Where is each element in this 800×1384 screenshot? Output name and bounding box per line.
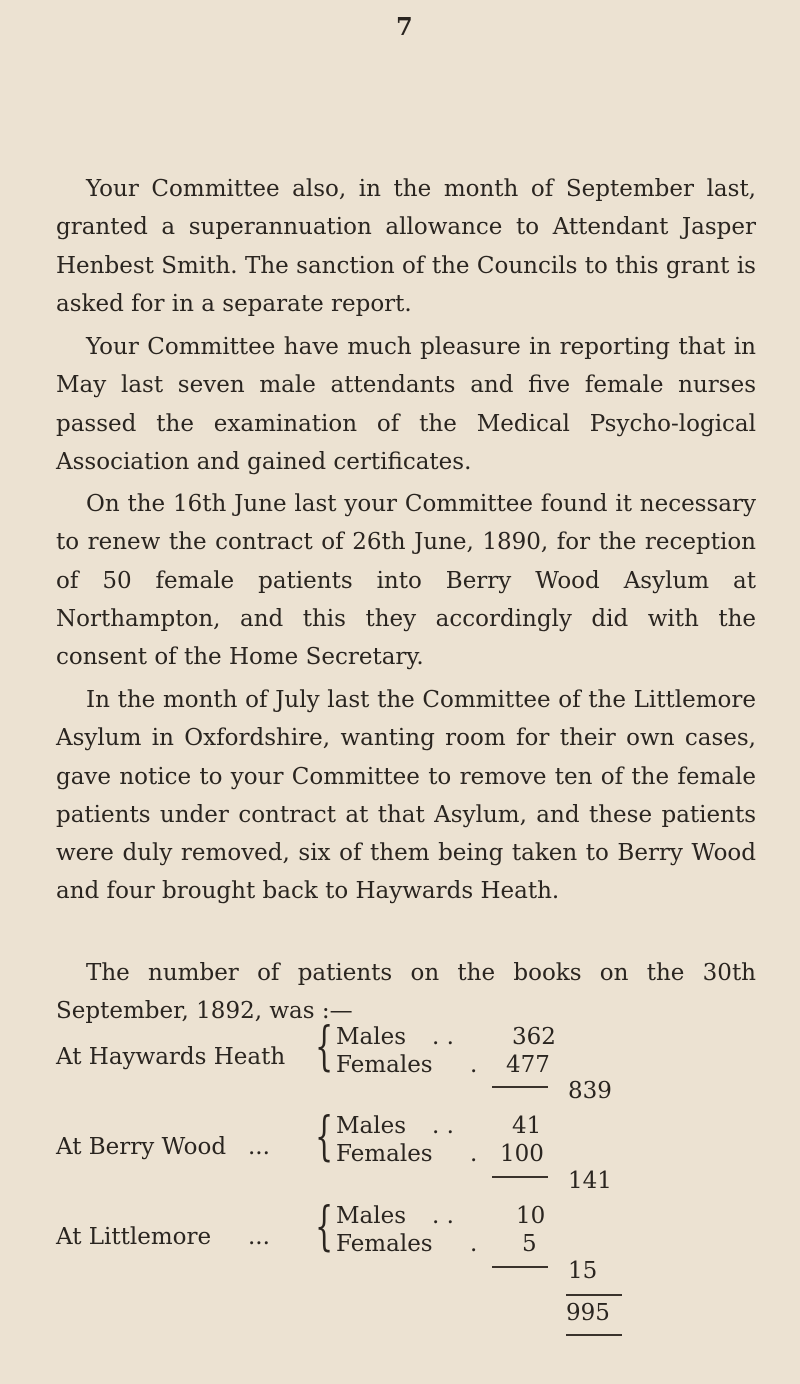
subtotal-rule [492,1176,548,1178]
paragraph-certificates: Your Committee have much pleasure in reporting that in May last seven male attendants and five female nurses passed the examination of the Medical Psycho-logical Association and gained certificates. [56,334,756,475]
place-label: At Littlemore [56,1224,212,1250]
paragraph-superannuation: Your Committee also, in the month of September last, granted a superannuation allowance to Attendant Jasper Henbest Smith. The sanction of the Councils to this grant is asked for in a separate report. [56,176,756,317]
brace-icon: { [315,1107,334,1167]
brace-icon: { [315,1017,334,1077]
paragraph-littlemore: In the month of July last the Committee of the Littlemore Asylum in Oxfordshire, wanting room for their own cases, gave notice to your Committee to remove ten of the female patients under contract at that Asylum, and these patients were duly removed, six of them being taken to Berry Wood and four brought back to Haywards Heath. [56,687,756,905]
females-count: 100 [500,1141,544,1167]
males-count: 41 [512,1113,542,1139]
subtotal: 839 [568,1078,612,1104]
subtotal-rule [492,1086,548,1088]
place-label: At Berry Wood [56,1134,227,1160]
males-label: Males [336,1113,407,1139]
place-dots: ... [248,1224,270,1250]
females-count: 5 [522,1231,537,1257]
females-count: 477 [506,1052,550,1078]
males-label: Males [336,1203,407,1229]
females-label: Females [336,1141,433,1167]
females-dots: . [470,1231,478,1257]
males-count: 10 [516,1203,546,1229]
females-dots: . [470,1052,478,1078]
males-dots: . . [432,1113,454,1139]
page-number: 7 [396,12,413,41]
males-dots: . . [432,1203,454,1229]
total-rule [566,1294,622,1296]
subtotal-rule [492,1266,548,1268]
place-label: At Haywards Heath [56,1044,286,1070]
females-label: Females [336,1052,433,1078]
males-label: Males [336,1024,407,1050]
paragraph-berry-wood-contract: On the 16th June last your Committee found it necessary to renew the contract of 26th June, 1890, for the reception of 50 female patients into Berry Wood Asylum at Northampton, and this they accordingly did with the consent of the Home Secretary. [56,491,756,671]
total-rule [566,1334,622,1336]
place-dots: ... [248,1134,270,1160]
subtotal: 141 [568,1168,612,1194]
brace-icon: { [315,1197,334,1257]
grand-total: 995 [566,1300,610,1326]
paragraph-patient-count: The number of patients on the books on the 30th September, 1892, was :— [56,960,756,1025]
males-dots: . . [432,1024,454,1050]
females-label: Females [336,1231,433,1257]
females-dots: . [470,1141,478,1167]
subtotal: 15 [568,1258,598,1284]
males-count: 362 [512,1024,556,1050]
